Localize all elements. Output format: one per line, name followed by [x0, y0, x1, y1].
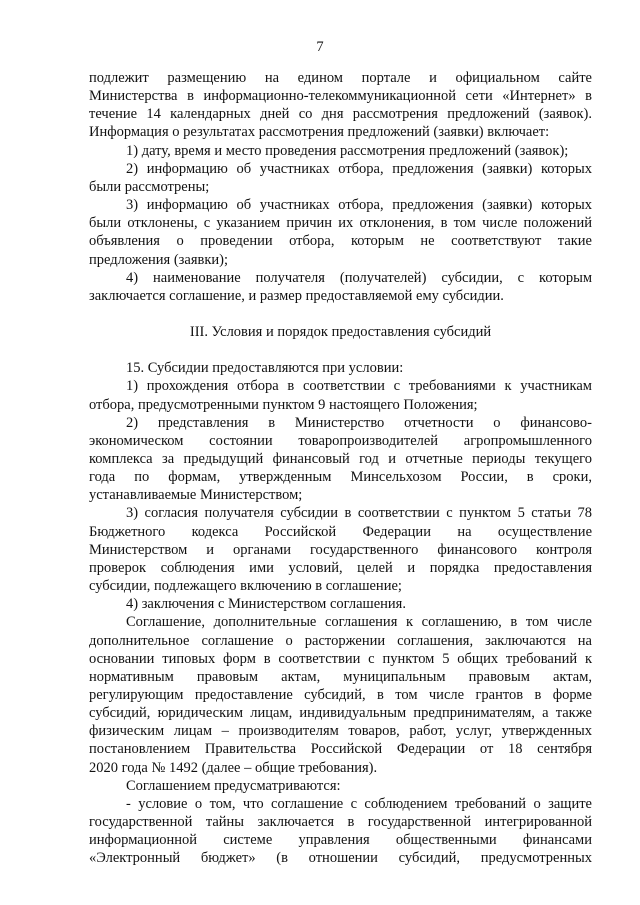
text-line: 4) наименование получателя (получателей) субсидии, с которым — [126, 269, 592, 286]
text-line: физическим лицам – производителям товаров, работ, услуг, утвержденных — [89, 723, 592, 740]
text-line: отбора, предусмотренными пунктом 9 настоящего Положения; — [89, 396, 478, 413]
text-line: Бюджетного кодекса Российской Федерации на осуществление — [89, 523, 592, 540]
text-line: 15. Субсидии предоставляются при условии: — [126, 360, 404, 377]
text-line: постановлением Правительства Российской Федерации от 18 сентября — [89, 741, 592, 758]
document-body — [89, 69, 592, 868]
text-line: устанавливаемые Министерством; — [89, 487, 303, 504]
text-line: предложения (заявки); — [89, 251, 229, 268]
text-block-results — [89, 69, 592, 305]
text-line: субсидий, юридическим лицам, индивидуальным предпринимателям, а также — [89, 705, 592, 722]
text-line: 1) дату, время и место проведения рассмотрения предложений (заявок); — [126, 142, 569, 159]
text-line: проверок соблюдения ими условий, целей и порядка предоставления — [89, 559, 592, 576]
text-line: Соглашение, дополнительные соглашения к соглашению, в том числе — [126, 614, 592, 631]
text-line: субсидии, подлежащего включению в соглашение; — [89, 578, 402, 595]
text-line: объявления о проведении отбора, которым не соответствуют такие — [89, 233, 592, 250]
text-line: Министерства в информационно-телекоммуникационной сети «Интернет» в — [89, 88, 592, 105]
text-line: дополнительное соглашение о расторжении соглашения, заключаются на — [89, 632, 592, 649]
text-line: Информация о результатах рассмотрения предложений (заявки) включает: — [89, 124, 550, 141]
page-number: 7 — [316, 39, 324, 55]
text-line: года по формам, утвержденным Минсельхозом России, в сроки, — [89, 469, 592, 486]
text-line: комплекса за предыдущий финансовый год и отчетные периоды текущего — [89, 450, 592, 467]
text-line: течение 14 календарных дней со дня рассмотрения предложений (заявок). — [89, 106, 592, 123]
text-line: Соглашением предусматриваются: — [126, 777, 341, 794]
text-line: были рассмотрены; — [89, 178, 210, 195]
text-line: 4) заключения с Министерством соглашения. — [126, 596, 406, 613]
text-line: основании типовых форм в соответствии с пунктом 5 общих требований к — [89, 650, 592, 667]
text-line: 2) информацию об участниках отбора, предложения (заявки) которых — [126, 160, 592, 177]
section-heading: III. Условия и порядок предоставления субсидий — [189, 324, 492, 341]
text-block-conditions — [89, 359, 592, 867]
text-line: - условие о том, что соглашение с соблюдением требований о защите — [126, 795, 592, 812]
text-line: 1) прохождения отбора в соответствии с требованиями к участникам — [126, 378, 592, 395]
text-line: подлежит размещению на едином портале и официальном сайте — [89, 70, 592, 86]
text-line: государственной тайны заключается в государственной интегрированной — [89, 814, 592, 831]
text-line: нормативным правовым актам, муниципальным правовым актам, — [89, 668, 592, 685]
text-line: заключается соглашение, и размер предоставляемой ему субсидии. — [89, 287, 504, 304]
text-line: были отклонены, с указанием причин их отклонения, в том числе положений — [89, 215, 592, 232]
text-line: 3) согласия получателя субсидии в соответствии с пунктом 5 статьи 78 — [126, 505, 592, 522]
text-line: информационной системе управления общественными финансами — [89, 832, 592, 849]
text-line: 3) информацию об участниках отбора, предложения (заявки) которых — [126, 197, 592, 214]
text-line: экономическом состоянии товаропроизводителей агропромышленного — [89, 432, 592, 449]
text-line: 2) представления в Министерство отчетности о финансово- — [126, 414, 592, 431]
text-line: регулирующим предоставление субсидий, в том числе грантов в форме — [89, 687, 592, 703]
text-line: Министерством и органами государственного финансового контроля — [89, 541, 592, 558]
text-line: «Электронный бюджет» (в отношении субсидий, предусмотренных — [89, 850, 592, 867]
text-line: 2020 года № 1492 (далее – общие требования). — [89, 759, 378, 776]
